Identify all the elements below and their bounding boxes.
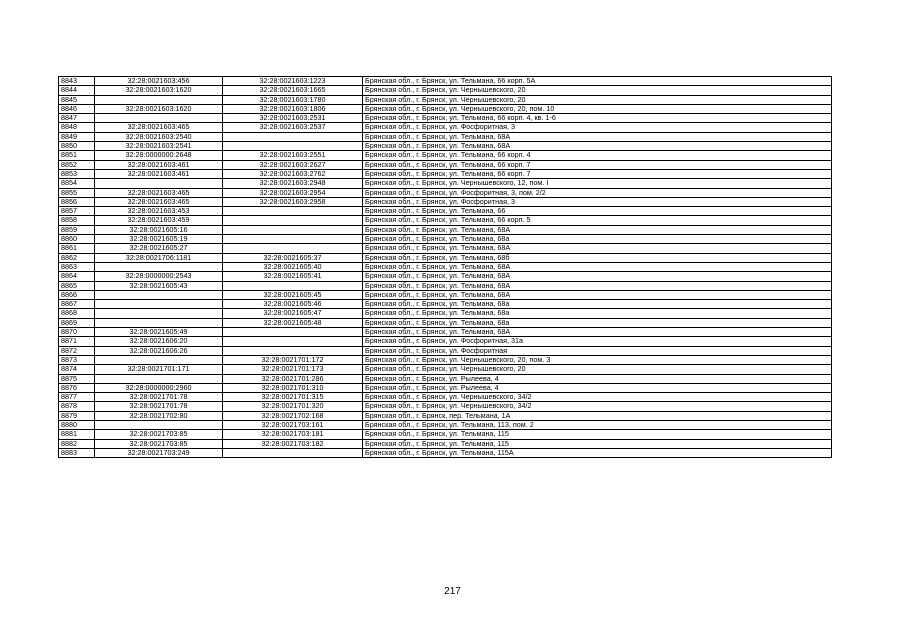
cadastral-number-cell: 32:28:0021603:1806 (223, 104, 363, 113)
address-cell: Брянская обл., г. Брянск, ул. Чернышевского, 20, пом. 3 (363, 355, 832, 364)
parent-cadastral-number-cell: 32:28:0021706:1181 (95, 253, 223, 262)
table-row (59, 439, 832, 448)
table-row (59, 272, 832, 281)
table-row (59, 430, 832, 439)
address-cell: Брянская обл., г. Брянск, ул. Тельмана, 115А (363, 448, 832, 457)
cadastral-number-cell: 32:28:0021603:2537 (223, 123, 363, 132)
parent-cadastral-number-cell: 32:28:0021603:465 (95, 197, 223, 206)
row-number-cell: 8873 (59, 355, 95, 364)
row-number-cell: 8883 (59, 448, 95, 457)
cadastral-number-cell (223, 132, 363, 141)
address-cell: Брянская обл., г. Брянск, ул. Чернышевского, 12, пом. I (363, 179, 832, 188)
parent-cadastral-number-cell (95, 179, 223, 188)
row-number-cell: 8865 (59, 281, 95, 290)
address-cell: Брянская обл., г. Брянск, ул. Тельмана, 68а (363, 235, 832, 244)
address-cell: Брянская обл., г. Брянск, ул. Тельмана, 68А (363, 142, 832, 151)
address-cell: Брянская обл., г. Брянск, ул. Тельмана, 115 (363, 430, 832, 439)
cadastral-number-cell: 32:28:0021605:45 (223, 290, 363, 299)
parent-cadastral-number-cell: 32:28:0021701:171 (95, 365, 223, 374)
row-number-cell: 8844 (59, 86, 95, 95)
row-number-cell: 8857 (59, 207, 95, 216)
row-number-cell: 8882 (59, 439, 95, 448)
row-number-cell: 8868 (59, 309, 95, 318)
row-number-cell: 8847 (59, 114, 95, 123)
cadastral-number-cell (223, 225, 363, 234)
cadastral-number-cell: 32:28:0021605:40 (223, 262, 363, 271)
table-row (59, 393, 832, 402)
address-cell: Брянская обл., г. Брянск, ул. Тельмана, 66 корп. 5А (363, 77, 832, 86)
address-cell: Брянская обл., г. Брянск, ул. Тельмана, 68А (363, 244, 832, 253)
parent-cadastral-number-cell: 32:28:0021603:465 (95, 123, 223, 132)
parent-cadastral-number-cell: 32:28:0021603:456 (95, 77, 223, 86)
cadastral-number-cell: 32:28:0021603:1780 (223, 95, 363, 104)
row-number-cell: 8880 (59, 420, 95, 429)
table-row (59, 169, 832, 178)
cadastral-number-cell: 32:28:0021603:2762 (223, 169, 363, 178)
cadastral-number-cell: 32:28:0021603:2531 (223, 114, 363, 123)
address-cell: Брянская обл., г. Брянск, ул. Тельмана, 115 (363, 439, 832, 448)
table-row (59, 77, 832, 86)
parent-cadastral-number-cell: 32:28:0021603:2541 (95, 142, 223, 151)
row-number-cell: 8851 (59, 151, 95, 160)
address-cell: Брянская обл., г. Брянск, ул. Чернышевского, 34/2 (363, 402, 832, 411)
row-number-cell: 8874 (59, 365, 95, 374)
row-number-cell: 8853 (59, 169, 95, 178)
cadastral-number-cell: 32:28:0021605:47 (223, 309, 363, 318)
cadastral-number-cell (223, 337, 363, 346)
cadastral-number-cell: 32:28:0021605:46 (223, 300, 363, 309)
row-number-cell: 8877 (59, 393, 95, 402)
parent-cadastral-number-cell (95, 114, 223, 123)
table-row (59, 160, 832, 169)
table-row (59, 300, 832, 309)
parent-cadastral-number-cell: 32:28:0021603:453 (95, 207, 223, 216)
address-cell: Брянская обл., г. Брянск, ул. Чернышевского, 20 (363, 365, 832, 374)
parent-cadastral-number-cell (95, 262, 223, 271)
parent-cadastral-number-cell: 32:28:0021603:461 (95, 169, 223, 178)
table-row (59, 420, 832, 429)
address-cell: Брянская обл., г. Брянск, ул. Тельмана, 66 корп. 7 (363, 169, 832, 178)
row-number-cell: 8846 (59, 104, 95, 113)
table-row (59, 318, 832, 327)
parent-cadastral-number-cell: 32:28:0021605:27 (95, 244, 223, 253)
address-cell: Брянская обл., г. Брянск, ул. Тельмана, 66 корп. 7 (363, 160, 832, 169)
row-number-cell: 8866 (59, 290, 95, 299)
row-number-cell: 8875 (59, 374, 95, 383)
row-number-cell: 8867 (59, 300, 95, 309)
row-number-cell: 8856 (59, 197, 95, 206)
cadastral-number-cell: 32:28:0021701:173 (223, 365, 363, 374)
parent-cadastral-number-cell: 32:28:0021606:26 (95, 346, 223, 355)
parent-cadastral-number-cell (95, 309, 223, 318)
address-cell: Брянская обл., г. Брянск, ул. Тельмана, 66 корп. 4, кв. 1-6 (363, 114, 832, 123)
table-row (59, 244, 832, 253)
address-cell: Брянская обл., г. Брянск, ул. Тельмана, 113, пом. 2 (363, 420, 832, 429)
cadastral-table (58, 76, 832, 458)
address-cell: Брянская обл., г. Брянск, ул. Тельмана, 68А (363, 262, 832, 271)
row-number-cell: 8858 (59, 216, 95, 225)
address-cell: Брянская обл., г. Брянск, ул. Тельмана, 68А (363, 328, 832, 337)
cadastral-number-cell (223, 216, 363, 225)
table-body (59, 77, 832, 458)
row-number-cell: 8863 (59, 262, 95, 271)
row-number-cell: 8860 (59, 235, 95, 244)
row-number-cell: 8872 (59, 346, 95, 355)
parent-cadastral-number-cell: 32:28:0000000:2648 (95, 151, 223, 160)
table-row (59, 179, 832, 188)
table-row (59, 197, 832, 206)
address-cell: Брянская обл., г. Брянск, ул. Чернышевского, 20, пом. 10 (363, 104, 832, 113)
address-cell: Брянская обл., г. Брянск, ул. Тельмана, 68А (363, 132, 832, 141)
cadastral-number-cell: 32:28:0021603:2954 (223, 188, 363, 197)
address-cell: Брянская обл., г. Брянск, ул. Тельмана, 66 (363, 207, 832, 216)
row-number-cell: 8843 (59, 77, 95, 86)
parent-cadastral-number-cell: 32:28:0021603:1620 (95, 86, 223, 95)
address-cell: Брянская обл., г. Брянск, пер. Тельмана, 1А (363, 411, 832, 420)
table-row (59, 402, 832, 411)
parent-cadastral-number-cell: 32:28:0021605:16 (95, 225, 223, 234)
table-row (59, 123, 832, 132)
table-row (59, 262, 832, 271)
cadastral-number-cell: 32:28:0021603:2627 (223, 160, 363, 169)
row-number-cell: 8855 (59, 188, 95, 197)
cadastral-number-cell: 32:28:0021703:181 (223, 430, 363, 439)
address-cell: Брянская обл., г. Брянск, ул. Чернышевского, 34/2 (363, 393, 832, 402)
parent-cadastral-number-cell: 32:28:0000000:2543 (95, 272, 223, 281)
cadastral-number-cell: 32:28:0021703:182 (223, 439, 363, 448)
row-number-cell: 8876 (59, 383, 95, 392)
table-row (59, 383, 832, 392)
row-number-cell: 8852 (59, 160, 95, 169)
row-number-cell: 8878 (59, 402, 95, 411)
row-number-cell: 8879 (59, 411, 95, 420)
parent-cadastral-number-cell (95, 318, 223, 327)
table-row (59, 374, 832, 383)
table-row (59, 281, 832, 290)
row-number-cell: 8848 (59, 123, 95, 132)
row-number-cell: 8859 (59, 225, 95, 234)
table-row (59, 337, 832, 346)
table-row (59, 411, 832, 420)
address-cell: Брянская обл., г. Брянск, ул. Тельмана, 68А (363, 225, 832, 234)
address-cell: Брянская обл., г. Брянск, ул. Тельмана, 68а (363, 309, 832, 318)
table-row (59, 132, 832, 141)
address-cell: Брянская обл., г. Брянск, ул. Фосфоритная, 3, пом. 2/2 (363, 188, 832, 197)
address-cell: Брянская обл., г. Брянск, ул. Тельмана, 66 корп. 4 (363, 151, 832, 160)
parent-cadastral-number-cell: 32:28:0021603:461 (95, 160, 223, 169)
table-row (59, 225, 832, 234)
parent-cadastral-number-cell: 32:28:0021701:78 (95, 402, 223, 411)
parent-cadastral-number-cell: 32:28:0021702:80 (95, 411, 223, 420)
cadastral-number-cell: 32:28:0021701:172 (223, 355, 363, 364)
address-cell: Брянская обл., г. Брянск, ул. Рылеева, 4 (363, 383, 832, 392)
table-row (59, 142, 832, 151)
cadastral-number-cell: 32:28:0021605:37 (223, 253, 363, 262)
cadastral-number-cell (223, 142, 363, 151)
parent-cadastral-number-cell: 32:28:0021605:19 (95, 235, 223, 244)
parent-cadastral-number-cell (95, 374, 223, 383)
parent-cadastral-number-cell: 32:28:0000000:2960 (95, 383, 223, 392)
address-cell: Брянская обл., г. Брянск, ул. Тельмана, 66 корп. 5 (363, 216, 832, 225)
parent-cadastral-number-cell: 32:28:0021703:85 (95, 430, 223, 439)
row-number-cell: 8869 (59, 318, 95, 327)
table-row (59, 104, 832, 113)
parent-cadastral-number-cell (95, 300, 223, 309)
table-row (59, 151, 832, 160)
cadastral-number-cell: 32:28:0021702:168 (223, 411, 363, 420)
parent-cadastral-number-cell: 32:28:0021605:43 (95, 281, 223, 290)
cadastral-number-cell: 32:28:0021703:161 (223, 420, 363, 429)
parent-cadastral-number-cell: 32:28:0021703:85 (95, 439, 223, 448)
row-number-cell: 8864 (59, 272, 95, 281)
table-row (59, 188, 832, 197)
parent-cadastral-number-cell: 32:28:0021603:2540 (95, 132, 223, 141)
address-cell: Брянская обл., г. Брянск, ул. Тельмана, 68А (363, 290, 832, 299)
cadastral-number-cell: 32:28:0021605:48 (223, 318, 363, 327)
row-number-cell: 8861 (59, 244, 95, 253)
row-number-cell: 8850 (59, 142, 95, 151)
address-cell: Брянская обл., г. Брянск, ул. Чернышевского, 20 (363, 86, 832, 95)
parent-cadastral-number-cell: 32:28:0021603:459 (95, 216, 223, 225)
table-row (59, 86, 832, 95)
table-row (59, 328, 832, 337)
cadastral-number-cell: 32:28:0021603:2958 (223, 197, 363, 206)
address-cell: Брянская обл., г. Брянск, ул. Тельмана, 68а (363, 300, 832, 309)
cadastral-number-cell (223, 235, 363, 244)
address-cell: Брянская обл., г. Брянск, ул. Чернышевского, 20 (363, 95, 832, 104)
cadastral-number-cell: 32:28:0021701:310 (223, 383, 363, 392)
cadastral-number-cell: 32:28:0021605:41 (223, 272, 363, 281)
address-cell: Брянская обл., г. Брянск, ул. Фосфоритная, 3 (363, 123, 832, 132)
table-row (59, 290, 832, 299)
row-number-cell: 8871 (59, 337, 95, 346)
table-row (59, 95, 832, 104)
cadastral-number-cell (223, 244, 363, 253)
table-row (59, 253, 832, 262)
cadastral-number-cell (223, 207, 363, 216)
row-number-cell: 8849 (59, 132, 95, 141)
cadastral-number-cell (223, 346, 363, 355)
address-cell: Брянская обл., г. Брянск, ул. Фосфоритная, 3 (363, 197, 832, 206)
parent-cadastral-number-cell: 32:28:0021603:1620 (95, 104, 223, 113)
parent-cadastral-number-cell: 32:28:0021605:49 (95, 328, 223, 337)
table-row (59, 365, 832, 374)
address-cell: Брянская обл., г. Брянск, ул. Тельмана, 68а (363, 318, 832, 327)
table-row (59, 235, 832, 244)
parent-cadastral-number-cell (95, 95, 223, 104)
table-row (59, 216, 832, 225)
row-number-cell: 8862 (59, 253, 95, 262)
cadastral-number-cell: 32:28:0021701:286 (223, 374, 363, 383)
table-row (59, 355, 832, 364)
row-number-cell: 8854 (59, 179, 95, 188)
address-cell: Брянская обл., г. Брянск, ул. Тельмана, 68А (363, 281, 832, 290)
parent-cadastral-number-cell (95, 290, 223, 299)
cadastral-number-cell: 32:28:0021701:320 (223, 402, 363, 411)
address-cell: Брянская обл., г. Брянск, ул. Фосфоритная (363, 346, 832, 355)
parent-cadastral-number-cell: 32:28:0021701:78 (95, 393, 223, 402)
row-number-cell: 8870 (59, 328, 95, 337)
parent-cadastral-number-cell: 32:28:0021606:20 (95, 337, 223, 346)
parent-cadastral-number-cell (95, 355, 223, 364)
cadastral-number-cell: 32:28:0021701:315 (223, 393, 363, 402)
parent-cadastral-number-cell: 32:28:0021603:465 (95, 188, 223, 197)
table-row (59, 346, 832, 355)
page-number: 217 (444, 586, 461, 597)
address-cell: Брянская обл., г. Брянск, ул. Тельмана, 68А (363, 272, 832, 281)
address-cell: Брянская обл., г. Брянск, ул. Рылеева, 4 (363, 374, 832, 383)
cadastral-number-cell: 32:28:0021603:2948 (223, 179, 363, 188)
cadastral-number-cell (223, 328, 363, 337)
parent-cadastral-number-cell (95, 420, 223, 429)
table-row (59, 114, 832, 123)
row-number-cell: 8881 (59, 430, 95, 439)
table-row (59, 448, 832, 457)
address-cell: Брянская обл., г. Брянск, ул. Фосфоритная, 31а (363, 337, 832, 346)
cadastral-number-cell: 32:28:0021603:2551 (223, 151, 363, 160)
cadastral-number-cell: 32:28:0021603:1223 (223, 77, 363, 86)
table-row (59, 309, 832, 318)
cadastral-number-cell: 32:28:0021603:1665 (223, 86, 363, 95)
cadastral-number-cell (223, 281, 363, 290)
table-row (59, 207, 832, 216)
row-number-cell: 8845 (59, 95, 95, 104)
address-cell: Брянская обл., г. Брянск, ул. Тельмана, 68б (363, 253, 832, 262)
cadastral-number-cell (223, 448, 363, 457)
parent-cadastral-number-cell: 32:28:0021703:249 (95, 448, 223, 457)
